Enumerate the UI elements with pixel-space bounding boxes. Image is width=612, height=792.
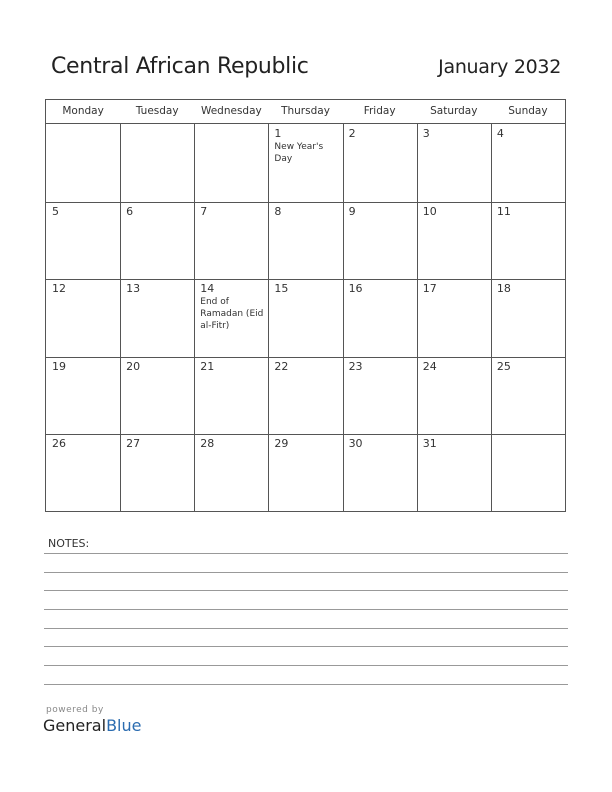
day-number: 30 (348, 437, 363, 451)
day-cell (491, 434, 565, 512)
day-number: 1 (274, 127, 282, 140)
day-number: 18 (496, 282, 511, 296)
day-number: 28 (200, 437, 215, 451)
day-number: 31 (422, 437, 437, 451)
day-cell (120, 279, 194, 357)
day-number: 14 (200, 282, 215, 296)
day-cell (417, 279, 491, 357)
day-number: 20 (126, 359, 141, 373)
holiday-label: New Year's Day (274, 142, 324, 164)
day-number: 16 (348, 282, 363, 296)
day-number: 3 (422, 127, 430, 140)
day-number: 24 (422, 359, 437, 373)
day-cell (46, 357, 120, 435)
weekday-header-thursday: Thursday (281, 105, 330, 117)
day-number: 27 (126, 437, 141, 451)
day-cell (120, 124, 194, 202)
day-number: 23 (348, 359, 363, 373)
day-cell (120, 434, 194, 512)
weekday-header-sunday: Sunday (508, 105, 548, 117)
day-number: 22 (274, 359, 289, 373)
day-number: 29 (274, 437, 289, 451)
day-cell (194, 279, 268, 357)
day-cell (46, 202, 120, 280)
day-number: 25 (496, 359, 511, 373)
generalblue-logo (43, 716, 141, 735)
day-number: 26 (52, 437, 66, 451)
note-line (44, 609, 568, 610)
day-cell (268, 357, 342, 435)
weekday-header-saturday: Saturday (430, 105, 478, 117)
day-number: 7 (200, 204, 208, 218)
day-cell (46, 434, 120, 512)
notes-label: NOTES: (48, 537, 90, 550)
day-number: 8 (274, 204, 282, 218)
day-cell (268, 434, 342, 512)
day-cell (491, 202, 565, 280)
note-line (44, 646, 568, 647)
calendar-title: Central African Republic (51, 54, 309, 79)
day-cell (417, 357, 491, 435)
month-year-label: January 2032 (438, 56, 561, 78)
note-line (44, 572, 568, 573)
day-number: 15 (274, 282, 289, 296)
day-number: 13 (126, 282, 141, 296)
day-cell (46, 279, 120, 357)
weekday-header-row (46, 100, 565, 124)
holiday-label: End of Ramadan (Eid al-Fitr) (200, 297, 264, 332)
day-cell (120, 357, 194, 435)
day-number: 17 (422, 282, 437, 296)
weekday-header-wednesday: Wednesday (200, 105, 262, 117)
day-cell (268, 124, 342, 202)
day-number: 11 (496, 204, 511, 218)
day-number: 2 (348, 127, 356, 140)
note-line (44, 553, 568, 554)
note-line (44, 684, 568, 685)
day-cell (268, 279, 342, 357)
day-number: 4 (496, 127, 504, 140)
day-cell (46, 124, 120, 202)
day-number: 9 (348, 204, 356, 218)
brand-general: General (43, 716, 107, 735)
weekday-header-tuesday: Tuesday (135, 105, 179, 117)
day-cell (194, 434, 268, 512)
day-number: 12 (52, 282, 66, 296)
day-cell (491, 279, 565, 357)
day-cell (491, 124, 565, 202)
calendar-grid (45, 99, 566, 512)
day-cell (343, 434, 417, 512)
day-cell (491, 357, 565, 435)
day-number: 19 (52, 359, 66, 373)
day-cell (417, 124, 491, 202)
day-number: 10 (422, 204, 437, 218)
day-cell (194, 357, 268, 435)
day-cell (417, 434, 491, 512)
day-cell (343, 357, 417, 435)
day-cell (194, 124, 268, 202)
note-line (44, 665, 568, 666)
day-cell (194, 202, 268, 280)
note-line (44, 590, 568, 591)
weekday-header-monday: Monday (62, 105, 104, 117)
day-cell (417, 202, 491, 280)
powered-by-text: powered by (46, 705, 104, 715)
weekday-header-friday: Friday (363, 105, 396, 117)
brand-blue: Blue (106, 716, 142, 735)
note-line (44, 628, 568, 629)
day-cell (343, 202, 417, 280)
day-number: 21 (200, 359, 215, 373)
day-number: 5 (52, 204, 59, 218)
day-number: 6 (126, 204, 134, 218)
day-cell (343, 124, 417, 202)
day-cell (343, 279, 417, 357)
day-cell (268, 202, 342, 280)
day-cell (120, 202, 194, 280)
